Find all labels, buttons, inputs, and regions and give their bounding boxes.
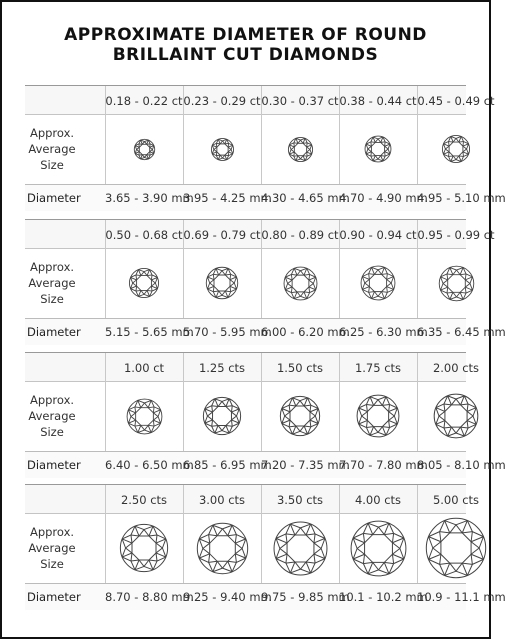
carat-weight-cell: 0.23 - 0.29 ct <box>183 94 261 108</box>
diameter-row <box>25 184 506 211</box>
round-brilliant-diamond-icon <box>440 133 472 165</box>
approx-size-label-line: Average <box>28 276 76 290</box>
diameter-value-cell: 7.20 - 7.35 mm <box>261 458 350 472</box>
approx-size-label-line: Size <box>40 425 64 439</box>
round-brilliant-diamond-icon <box>363 134 393 164</box>
round-brilliant-diamond-icon <box>359 264 397 302</box>
carat-weight-cell: 3.50 cts <box>276 493 324 507</box>
round-brilliant-diamond-icon <box>272 520 329 577</box>
round-brilliant-diamond-icon <box>355 393 401 439</box>
diameter-value-cell: 10.9 - 11.1 mm <box>417 590 506 604</box>
diameter-value-cell: 8.05 - 8.10 mm <box>417 458 506 472</box>
carat-weight-cell: 0.95 - 0.99 ct <box>417 228 495 242</box>
diameter-label: Diameter <box>27 325 81 339</box>
carat-weight-cell: 0.30 - 0.37 ct <box>261 94 339 108</box>
approx-size-label-line: Average <box>28 409 76 423</box>
round-brilliant-diamond-icon <box>278 394 322 438</box>
carat-weight-cell: 0.45 - 0.49 ct <box>417 94 495 108</box>
diameter-label: Diameter <box>27 458 81 472</box>
diameter-value-cell: 3.95 - 4.25 mm <box>183 191 272 205</box>
round-brilliant-diamond-icon <box>424 516 488 580</box>
diameter-value-cell: 6.40 - 6.50 mm <box>105 458 194 472</box>
round-brilliant-diamond-icon <box>125 397 164 436</box>
round-brilliant-diamond-icon <box>127 266 161 300</box>
diameter-label: Diameter <box>27 191 81 205</box>
approx-size-label-line: Approx. <box>29 260 75 274</box>
size-group <box>25 484 506 610</box>
diameter-value-cell: 6.35 - 6.45 mm <box>417 325 506 339</box>
carat-weight-cell: 1.50 cts <box>276 361 324 375</box>
approx-size-label-line: Average <box>28 142 76 156</box>
diameter-value-cell: 9.25 - 9.40 mm <box>183 590 272 604</box>
diameter-value-cell: 4.30 - 4.65 mm <box>261 191 350 205</box>
carat-weight-cell: 4.00 cts <box>354 493 402 507</box>
page-title-line-1: APPROXIMATE DIAMETER OF ROUND <box>64 25 427 45</box>
diameter-label: Diameter <box>27 590 81 604</box>
carat-weight-cell: 0.18 - 0.22 ct <box>105 94 183 108</box>
carat-weight-cell: 2.00 cts <box>432 361 480 375</box>
round-brilliant-diamond-icon <box>201 395 243 437</box>
diameter-value-cell: 6.00 - 6.20 mm <box>261 325 350 339</box>
approx-size-label-line: Size <box>40 292 64 306</box>
diameter-value-cell: 5.15 - 5.65 mm <box>105 325 194 339</box>
diameter-value-cell: 10.1 - 10.2 mm <box>339 590 428 604</box>
carat-weight-cell: 1.75 cts <box>354 361 402 375</box>
carat-weight-cell: 0.90 - 0.94 ct <box>339 228 417 242</box>
diameter-value-cell: 5.70 - 5.95 mm <box>183 325 272 339</box>
approx-size-label <box>25 259 79 307</box>
carat-weight-cell: 0.69 - 0.79 ct <box>183 228 261 242</box>
round-brilliant-diamond-icon <box>282 265 319 302</box>
diameter-row <box>25 318 506 345</box>
size-group <box>25 85 506 211</box>
diameter-value-cell: 6.85 - 6.95 mm <box>183 458 272 472</box>
approx-size-label-line: Size <box>40 158 64 172</box>
carat-weight-cell: 3.00 cts <box>198 493 246 507</box>
diameter-value-cell: 4.95 - 5.10 mm <box>417 191 506 205</box>
approx-size-label-line: Approx. <box>29 525 75 539</box>
diameter-value-cell: 9.75 - 9.85 mm <box>261 590 350 604</box>
round-brilliant-diamond-icon <box>286 135 315 164</box>
carat-weight-cell: 1.00 ct <box>123 361 165 375</box>
size-group <box>25 219 506 345</box>
approx-size-label-line: Approx. <box>29 126 75 140</box>
diameter-value-cell: 8.70 - 8.80 mm <box>105 590 194 604</box>
approx-size-label-line: Size <box>40 557 64 571</box>
carat-weight-cell: 0.38 - 0.44 ct <box>339 94 417 108</box>
carat-weight-cell: 2.50 cts <box>120 493 168 507</box>
round-brilliant-diamond-icon <box>195 521 250 576</box>
round-brilliant-diamond-icon <box>209 136 236 163</box>
diameter-row <box>25 451 506 478</box>
carat-weight-cell: 0.50 - 0.68 ct <box>105 228 183 242</box>
diameter-row <box>25 583 506 610</box>
carat-weight-cell: 1.25 cts <box>198 361 246 375</box>
approx-size-label <box>25 524 79 572</box>
approx-size-label-line: Average <box>28 541 76 555</box>
approx-size-label-line: Approx. <box>29 393 75 407</box>
diameter-value-cell: 4.70 - 4.90 mm <box>339 191 428 205</box>
round-brilliant-diamond-icon <box>132 137 157 162</box>
diameter-value-cell: 6.25 - 6.30 mm <box>339 325 428 339</box>
round-brilliant-diamond-icon <box>432 392 480 440</box>
round-brilliant-diamond-icon <box>118 522 170 574</box>
carat-weight-cell: 5.00 cts <box>432 493 480 507</box>
round-brilliant-diamond-icon <box>204 265 240 301</box>
carat-weight-cell: 0.80 - 0.89 ct <box>261 228 339 242</box>
page-title-line-2: BRILLAINT CUT DIAMONDS <box>112 45 379 65</box>
round-brilliant-diamond-icon <box>437 264 476 303</box>
diameter-value-cell: 3.65 - 3.90 mm <box>105 191 194 205</box>
diameter-value-cell: 7.70 - 7.80 mm <box>339 458 428 472</box>
approx-size-label <box>25 392 79 440</box>
approx-size-label <box>25 125 79 173</box>
round-brilliant-diamond-icon <box>349 519 408 578</box>
size-group <box>25 352 506 478</box>
